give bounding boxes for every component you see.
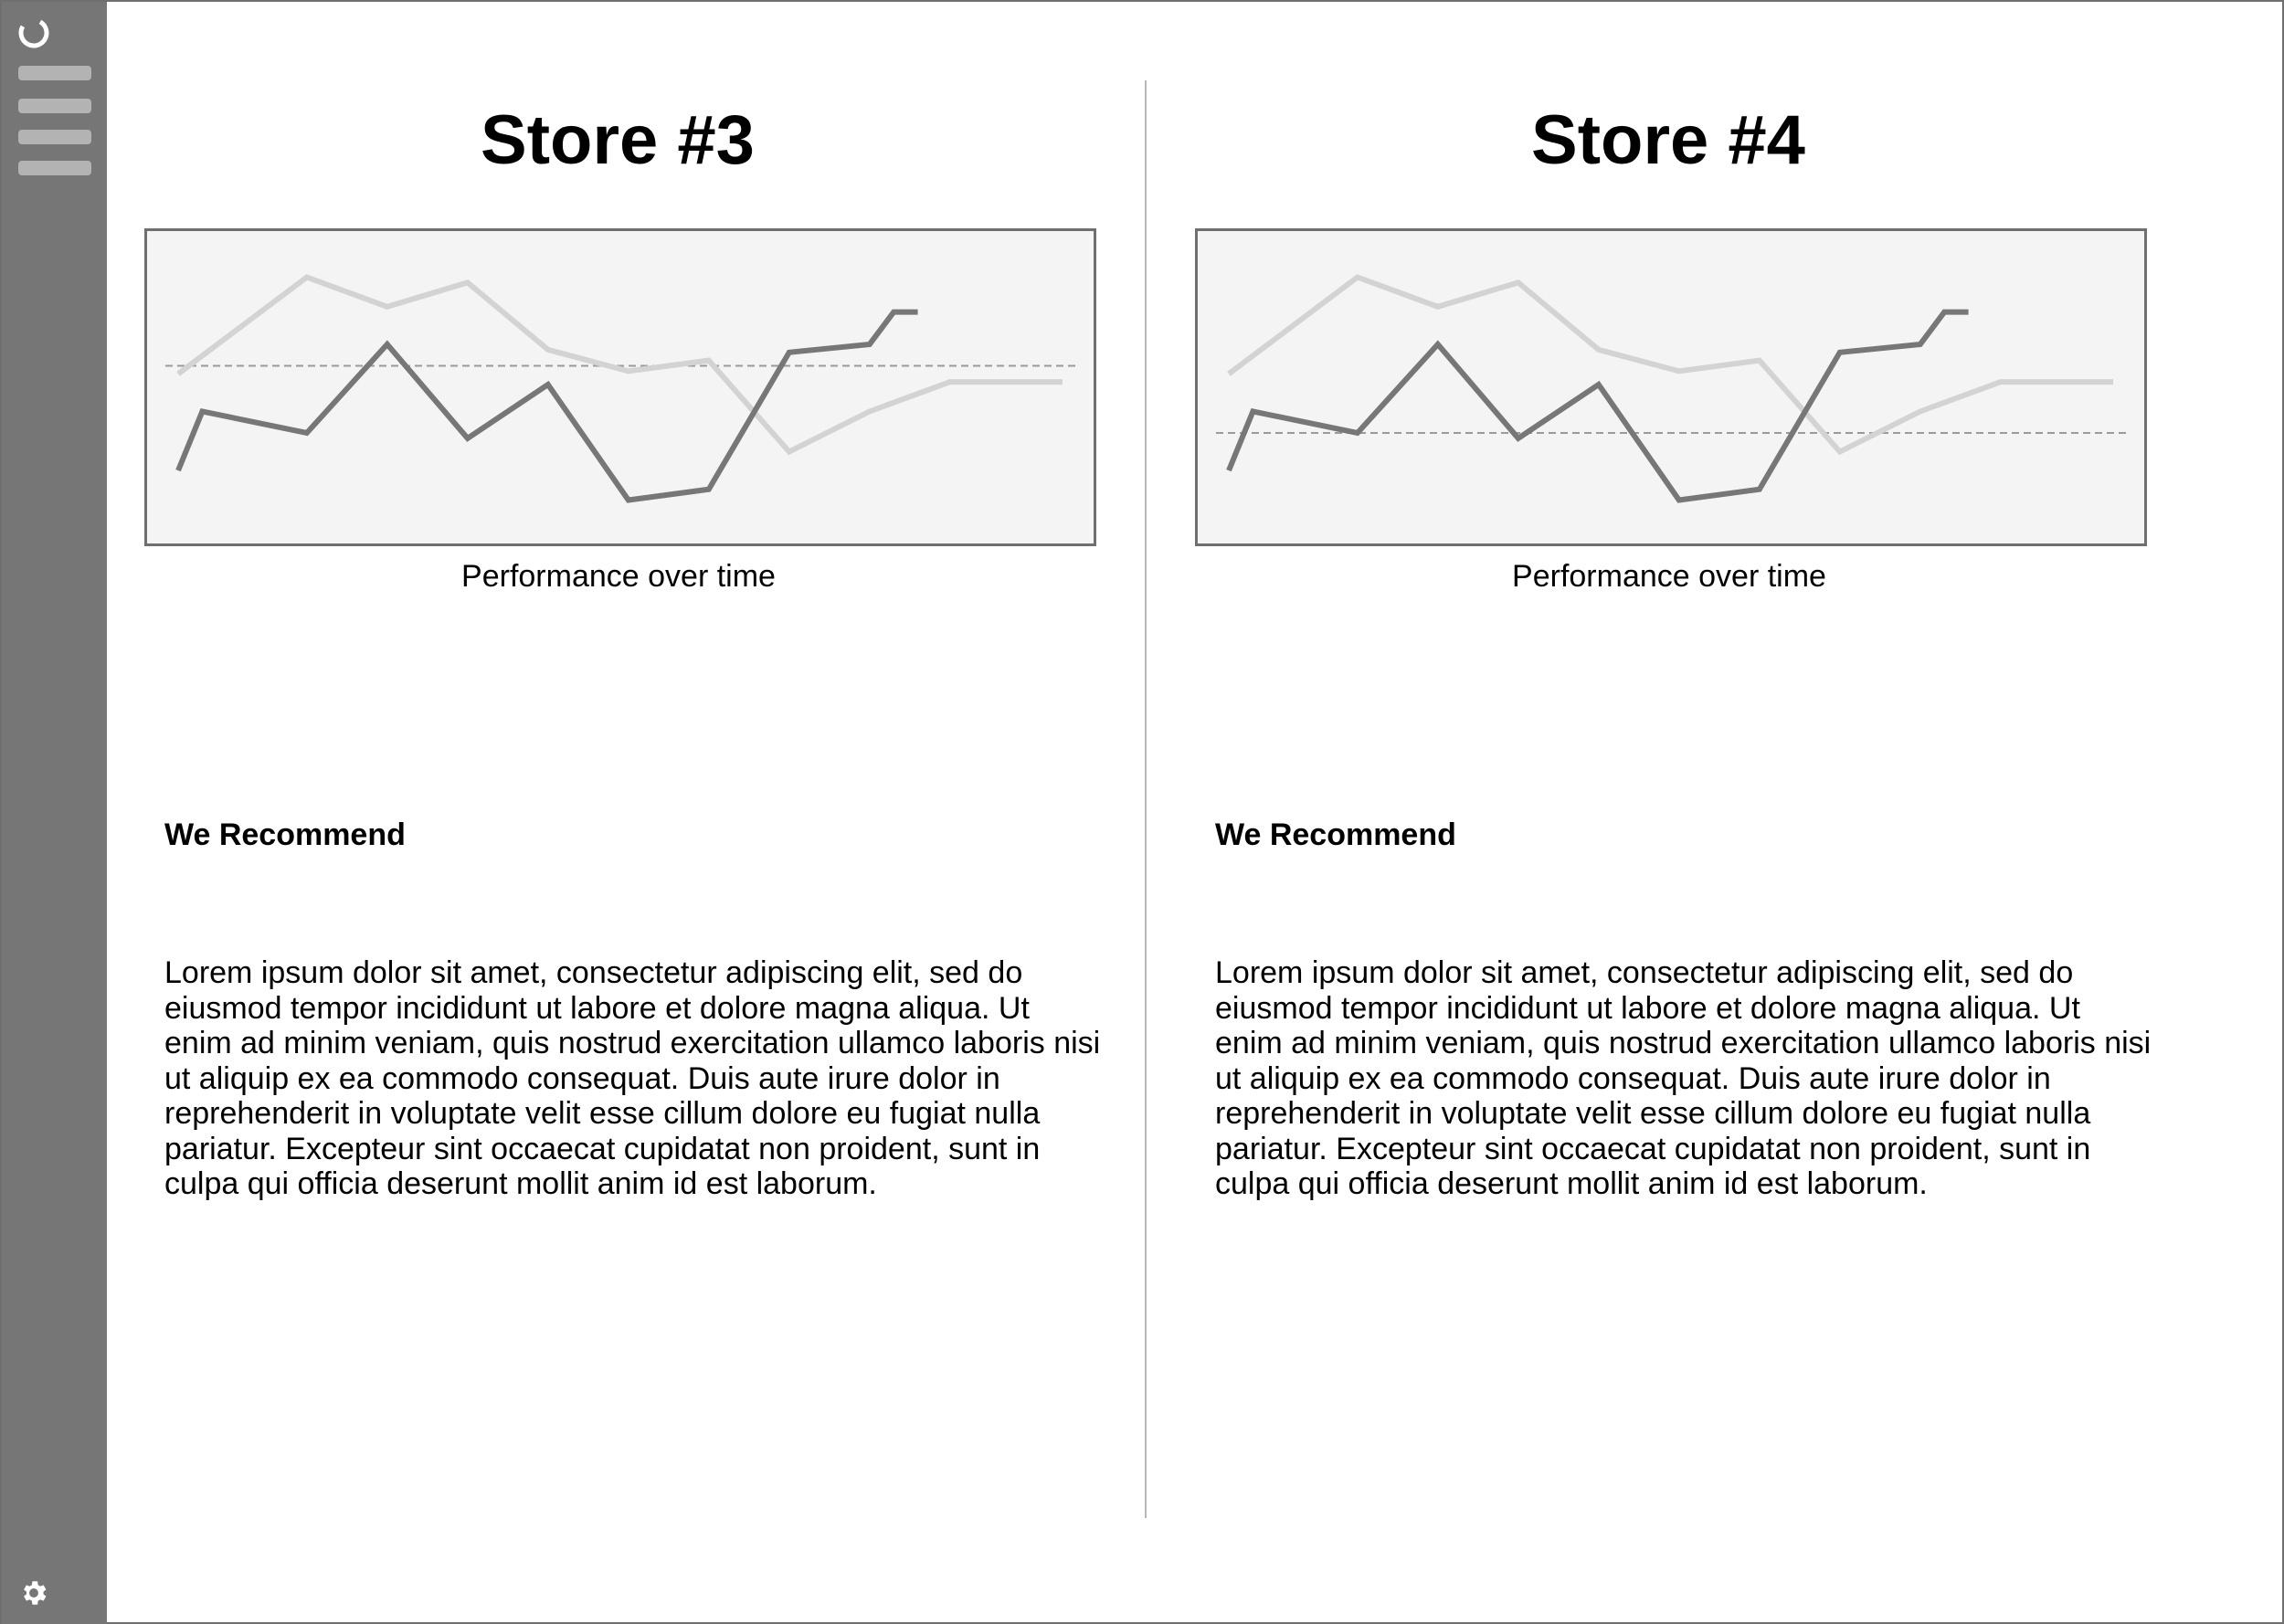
menu-item-3[interactable] xyxy=(18,130,91,144)
recommend-body: Lorem ipsum dolor sit amet, consectetur adipiscing elit, sed do eiusmod tempor incididunt ut labore et dolore magna aliqua. Ut enim ad minim veniam, quis nostrud exercitation ullamco laboris nisi ut aliquip ex ea commodo consequat. Duis aute irure dolor in reprehenderit in voluptate velit esse cillum dolore eu fugiat nulla pariatur. Excepteur sint occaecat cupidatat non proident, sunt in culpa qui officia deserunt mollit anim id est laborum. xyxy=(1215,955,2152,1201)
chart-caption: Performance over time xyxy=(461,559,776,594)
menu-item-2[interactable] xyxy=(18,99,91,113)
recommend-body: Lorem ipsum dolor sit amet, consectetur adipiscing elit, sed do eiusmod tempor incididunt ut labore et dolore magna aliqua. Ut enim ad minim veniam, quis nostrud exercitation ullamco laboris nisi ut aliquip ex ea commodo consequat. Duis aute irure dolor in reprehenderit in voluptate velit esse cillum dolore eu fugiat nulla pariatur. Excepteur sint occaecat cupidatat non proident, sunt in culpa qui officia deserunt mollit anim id est laborum. xyxy=(164,955,1101,1201)
store-title: Store #3 xyxy=(481,101,755,179)
sidebar xyxy=(2,2,107,1624)
store-panel xyxy=(1193,2,2198,1555)
spinner-ring-icon[interactable] xyxy=(16,15,52,51)
performance-chart-svg xyxy=(147,231,1094,543)
recommend-heading: We Recommend xyxy=(1215,817,1456,852)
recommend-heading: We Recommend xyxy=(164,817,406,852)
menu-item-1[interactable] xyxy=(18,66,91,80)
store-panel xyxy=(143,2,1147,1555)
series-line-2 xyxy=(1229,312,1969,501)
series-line-2 xyxy=(178,312,918,501)
performance-chart-svg xyxy=(1198,231,2144,543)
store-title: Store #4 xyxy=(1531,101,1805,179)
performance-chart xyxy=(1195,228,2147,546)
chart-caption: Performance over time xyxy=(1512,559,1826,594)
menu-item-4[interactable] xyxy=(18,161,91,175)
gear-icon[interactable] xyxy=(18,1577,49,1608)
performance-chart xyxy=(144,228,1096,546)
